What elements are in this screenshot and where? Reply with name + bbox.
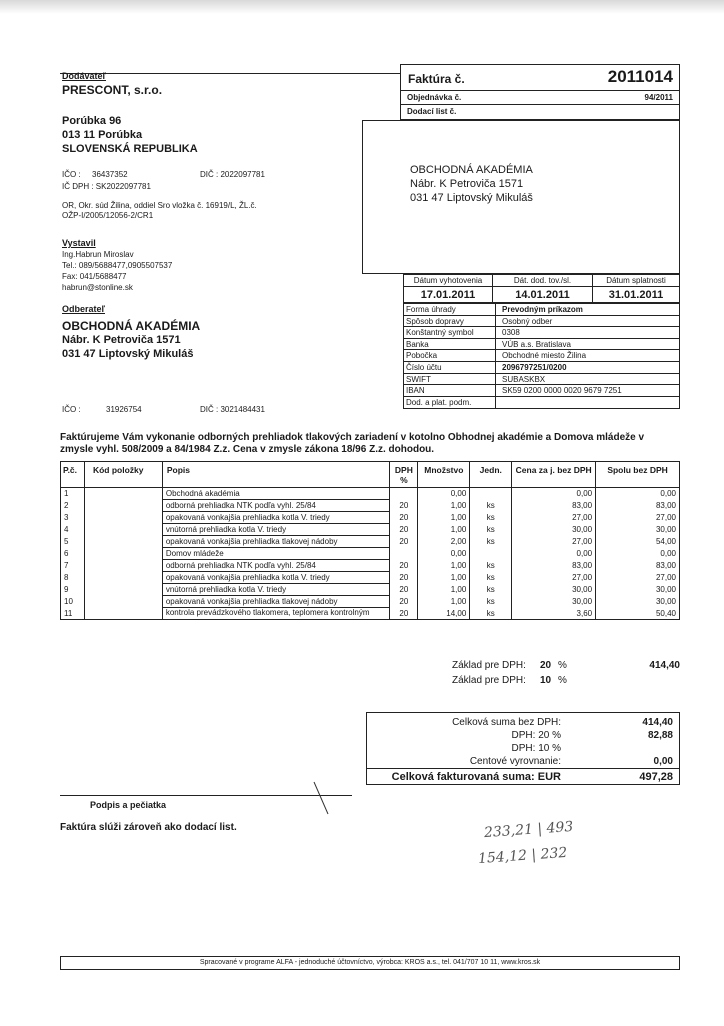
table-row <box>61 512 680 524</box>
cell-qty: 0,00 <box>418 488 470 500</box>
handwritten-note-2: 154,12 | 232 <box>477 844 568 868</box>
items-table <box>60 461 680 620</box>
tax-date: 14.01.2011 <box>492 287 592 303</box>
payment-key: Konštantný symbol <box>404 327 496 338</box>
cell-vat: 20 <box>390 584 418 596</box>
handwritten-note-1: 233,21 | 493 <box>483 818 574 842</box>
cell-pc: 6 <box>61 548 85 560</box>
invoice-number: 2011014 <box>607 67 673 86</box>
col-desc: Popis <box>162 462 390 488</box>
cell-price: 30,00 <box>512 596 596 608</box>
col-vat: DPH % <box>390 462 418 488</box>
cell-vat: 20 <box>390 536 418 548</box>
cell-pc: 3 <box>61 512 85 524</box>
cell-qty: 1,00 <box>418 584 470 596</box>
payment-value <box>496 397 679 409</box>
cell-code <box>84 596 162 608</box>
cell-qty: 14,00 <box>418 608 470 620</box>
cell-total: 0,00 <box>596 548 680 560</box>
payment-row <box>404 304 679 316</box>
cell-code <box>84 572 162 584</box>
customer-ico-label: IČO : <box>62 405 81 414</box>
supplier-dic: DIČ : 2022097781 <box>200 170 265 179</box>
cell-qty: 1,00 <box>418 512 470 524</box>
cell-pc: 11 <box>61 608 85 620</box>
base-10-pct: % <box>558 675 567 686</box>
cell-desc: opakovaná vonkajšia prehliadka tlakovej nádoby <box>162 596 390 608</box>
cell-vat: 20 <box>390 524 418 536</box>
payment-row <box>404 362 679 374</box>
dates-grid <box>403 274 680 303</box>
cell-unit: ks <box>470 596 512 608</box>
cell-unit: ks <box>470 584 512 596</box>
delivery-row <box>401 105 679 119</box>
cell-vat <box>390 488 418 500</box>
table-row <box>61 488 680 500</box>
table-row <box>61 572 680 584</box>
delivery-note: Faktúra slúži zároveň ako dodací list. <box>60 822 237 833</box>
col-total: Spolu bez DPH <box>596 462 680 488</box>
cell-desc: Obchodná akadémia <box>162 488 390 500</box>
cell-desc: opakovaná vonkajšia prehliadka kotla V. triedy <box>162 572 390 584</box>
cell-pc: 2 <box>61 500 85 512</box>
col-pc: P.č. <box>61 462 85 488</box>
cell-code <box>84 500 162 512</box>
cell-desc: Domov mládeže <box>162 548 390 560</box>
table-row <box>61 500 680 512</box>
cell-total: 30,00 <box>596 524 680 536</box>
grand-total-label: Celková fakturovaná suma: EUR <box>391 771 561 783</box>
cell-unit: ks <box>470 608 512 620</box>
cell-total: 83,00 <box>596 560 680 572</box>
issuer-email: habrun@stonline.sk <box>62 283 133 292</box>
col-code: Kód položky <box>84 462 162 488</box>
cell-unit: ks <box>470 560 512 572</box>
table-row <box>61 524 680 536</box>
cell-total: 27,00 <box>596 512 680 524</box>
cell-desc: vnútorná prehliadka kotla V. triedy <box>162 584 390 596</box>
cell-desc: kontrola prevádzkového tlakomera, teplomera kontrolným <box>162 608 390 620</box>
cell-code <box>84 608 162 620</box>
grand-total-value: 497,28 <box>639 771 673 783</box>
cell-total: 83,00 <box>596 500 680 512</box>
supplier-country: SLOVENSKÁ REPUBLIKA <box>62 143 198 155</box>
supplier-ozp: OŽP-I/2005/12056-2/CR1 <box>62 211 154 220</box>
cell-vat: 20 <box>390 512 418 524</box>
cell-vat <box>390 548 418 560</box>
delivery-label: Dodací list č. <box>407 107 457 116</box>
cell-qty: 0,00 <box>418 548 470 560</box>
table-row <box>61 536 680 548</box>
payment-row <box>404 339 679 351</box>
signature-label: Podpis a pečiatka <box>90 800 167 810</box>
payment-row <box>404 397 679 409</box>
customer-name: OBCHODNÁ AKADÉMIA <box>62 319 201 333</box>
cell-price: 83,00 <box>512 500 596 512</box>
vat20-value: 82,88 <box>647 730 673 741</box>
payment-value: SUBASKBX <box>502 374 546 384</box>
base-10-label: Základ pre DPH: <box>452 675 526 686</box>
invoice-title: Faktúra č. <box>408 72 465 86</box>
cell-vat: 20 <box>390 500 418 512</box>
cell-price: 0,00 <box>512 488 596 500</box>
table-row <box>61 596 680 608</box>
cell-code <box>84 584 162 596</box>
payment-value: Osobný odber <box>502 316 553 326</box>
customer-ico: 31926754 <box>106 405 142 414</box>
payment-value: Prevodným príkazom <box>502 305 583 314</box>
base-20-rate: 20 <box>540 660 552 671</box>
cell-pc: 10 <box>61 596 85 608</box>
cell-qty: 1,00 <box>418 596 470 608</box>
cell-unit: ks <box>470 536 512 548</box>
cell-pc: 7 <box>61 560 85 572</box>
issuer-label: Vystavil <box>62 238 96 248</box>
due-date-label: Dátum splatnosti <box>592 274 680 287</box>
table-row <box>61 560 680 572</box>
cell-qty: 1,00 <box>418 572 470 584</box>
cell-vat: 20 <box>390 608 418 620</box>
cell-vat: 20 <box>390 572 418 584</box>
cell-price: 30,00 <box>512 524 596 536</box>
base-20-pct: % <box>558 660 567 671</box>
issuer-name: Ing.Habrun Miroslav <box>62 250 134 259</box>
address-city: 031 47 Liptovský Mikuláš <box>410 192 533 204</box>
payment-value: Obchodné miesto Žilina <box>502 351 587 361</box>
payment-key: Číslo účtu <box>404 362 496 373</box>
cell-code <box>84 512 162 524</box>
payment-row <box>404 316 679 328</box>
cell-pc: 9 <box>61 584 85 596</box>
cell-price: 27,00 <box>512 536 596 548</box>
cell-total: 30,00 <box>596 596 680 608</box>
sum-label: Celková suma bez DPH: <box>452 717 561 728</box>
cell-desc: odborná prehliadka NTK podľa vyhl. 25/84 <box>162 560 390 572</box>
cell-code <box>84 548 162 560</box>
cell-vat: 20 <box>390 560 418 572</box>
invoice-intro: Faktúrujeme Vám vykonanie odborných prehliadok tlakových zariadení v kotolno Obhodnej akadémie a Domova mládeže v zmysle vyhl. 508/2009 a 84/1984 Z.z. Cena v zmysle zákona 18/96 Z.z. dohodou. <box>60 432 645 455</box>
supplier-ico: 36437352 <box>92 170 128 179</box>
cell-qty: 2,00 <box>418 536 470 548</box>
payment-key: Spôsob dopravy <box>404 316 496 327</box>
cell-qty: 1,00 <box>418 500 470 512</box>
payment-value: SK59 0200 0000 0020 9679 7251 <box>502 386 622 396</box>
rounding-label: Centové vyrovnanie: <box>469 756 561 767</box>
rounding-value: 0,00 <box>653 756 673 767</box>
cell-vat: 20 <box>390 596 418 608</box>
cell-desc: odborná prehliadka NTK podľa vyhl. 25/84 <box>162 500 390 512</box>
customer-dic: DIČ : 3021484431 <box>200 405 265 414</box>
address-street: Nábr. K Petroviča 1571 <box>410 178 524 190</box>
cell-total: 54,00 <box>596 536 680 548</box>
payment-key: Banka <box>404 339 496 350</box>
supplier-street: Porúbka 96 <box>62 115 122 127</box>
payment-value: 0308 <box>502 328 520 338</box>
address-window <box>362 120 680 274</box>
supplier-city: 013 11 Porúbka <box>62 129 143 141</box>
scan-edge <box>0 0 724 14</box>
cell-price: 0,00 <box>512 548 596 560</box>
cell-price: 27,00 <box>512 512 596 524</box>
supplier-label: Dodávateľ <box>62 71 106 81</box>
cell-pc: 5 <box>61 536 85 548</box>
customer-city: 031 47 Liptovský Mikuláš <box>62 348 194 360</box>
cell-total: 27,00 <box>596 572 680 584</box>
payment-row <box>404 385 679 397</box>
supplier-register: OR, Okr. súd Žilina, oddiel Sro vložka č. 16919/L, ŽL.č. <box>62 201 257 210</box>
order-number: 94/2011 <box>644 93 673 102</box>
base-20-value: 414,40 <box>649 660 680 671</box>
cell-unit: ks <box>470 524 512 536</box>
issued-date: 17.01.2011 <box>403 287 492 303</box>
invoice-header-box <box>400 64 680 120</box>
order-row <box>401 91 679 105</box>
cell-desc: opakovaná vonkajšia prehliadka tlakovej nádoby <box>162 536 390 548</box>
cell-code <box>84 488 162 500</box>
payment-details <box>403 303 680 409</box>
customer-label: Odberateľ <box>62 304 105 314</box>
cell-code <box>84 536 162 548</box>
tax-date-label: Dát. dod. tov./sl. <box>492 274 592 287</box>
cell-pc: 8 <box>61 572 85 584</box>
top-rule <box>60 73 400 74</box>
invoice-number-row <box>401 65 679 91</box>
payment-row <box>404 374 679 386</box>
col-qty: Množstvo <box>418 462 470 488</box>
table-row <box>61 584 680 596</box>
cell-code <box>84 524 162 536</box>
cell-price: 30,00 <box>512 584 596 596</box>
supplier-icdph: IČ DPH : SK2022097781 <box>62 182 151 191</box>
payment-key: Dod. a plat. podm. <box>404 397 496 409</box>
issuer-tel: Tel.: 089/5688477,0905507537 <box>62 261 173 270</box>
payment-row <box>404 327 679 339</box>
vat20-label: DPH: 20 % <box>511 730 561 741</box>
address-name: OBCHODNÁ AKADÉMIA <box>410 164 533 176</box>
issuer-fax: Fax: 041/5688477 <box>62 272 127 281</box>
supplier-ico-label: IČO : <box>62 170 81 179</box>
supplier-name: PRESCONT, s.r.o. <box>62 83 163 97</box>
payment-value: 2096797251/0200 <box>502 362 567 372</box>
payment-key: IBAN <box>404 385 496 396</box>
customer-street: Nábr. K Petroviča 1571 <box>62 334 181 346</box>
cell-unit: ks <box>470 512 512 524</box>
payment-key: Forma úhrady <box>404 304 496 315</box>
cell-desc: opakovaná vonkajšia prehliadka kotla V. triedy <box>162 512 390 524</box>
cell-price: 3,60 <box>512 608 596 620</box>
cell-unit <box>470 548 512 560</box>
vat10-label: DPH: 10 % <box>511 743 561 754</box>
cell-price: 27,00 <box>512 572 596 584</box>
cell-unit: ks <box>470 572 512 584</box>
base-10-rate: 10 <box>540 675 552 686</box>
payment-key: Pobočka <box>404 350 496 361</box>
software-footer: Spracované v programe ALFA - jednoduché účtovníctvo, výrobca: KROS a.s., tel. 041/707 10 11, www.kros.sk <box>60 956 680 970</box>
table-row <box>61 608 680 620</box>
issued-date-label: Dátum vyhotovenia <box>403 274 492 287</box>
col-price: Cena za j. bez DPH <box>512 462 596 488</box>
cell-unit: ks <box>470 500 512 512</box>
payment-value: VÚB a.s. Bratislava <box>502 339 571 349</box>
cell-pc: 4 <box>61 524 85 536</box>
cell-code <box>84 560 162 572</box>
order-label: Objednávka č. <box>407 93 462 102</box>
sum-value: 414,40 <box>642 717 673 728</box>
cell-total: 30,00 <box>596 584 680 596</box>
signature-stroke <box>300 780 340 820</box>
table-row <box>61 548 680 560</box>
totals-box <box>366 712 680 785</box>
cell-price: 83,00 <box>512 560 596 572</box>
cell-unit <box>470 488 512 500</box>
col-unit: Jedn. <box>470 462 512 488</box>
payment-key: SWIFT <box>404 374 496 385</box>
cell-pc: 1 <box>61 488 85 500</box>
due-date: 31.01.2011 <box>592 287 680 303</box>
payment-row <box>404 350 679 362</box>
cell-qty: 1,00 <box>418 524 470 536</box>
cell-total: 50,40 <box>596 608 680 620</box>
cell-total: 0,00 <box>596 488 680 500</box>
base-20-label: Základ pre DPH: <box>452 660 526 671</box>
cell-desc: vnútorná prehliadka kotla V. triedy <box>162 524 390 536</box>
cell-qty: 1,00 <box>418 560 470 572</box>
